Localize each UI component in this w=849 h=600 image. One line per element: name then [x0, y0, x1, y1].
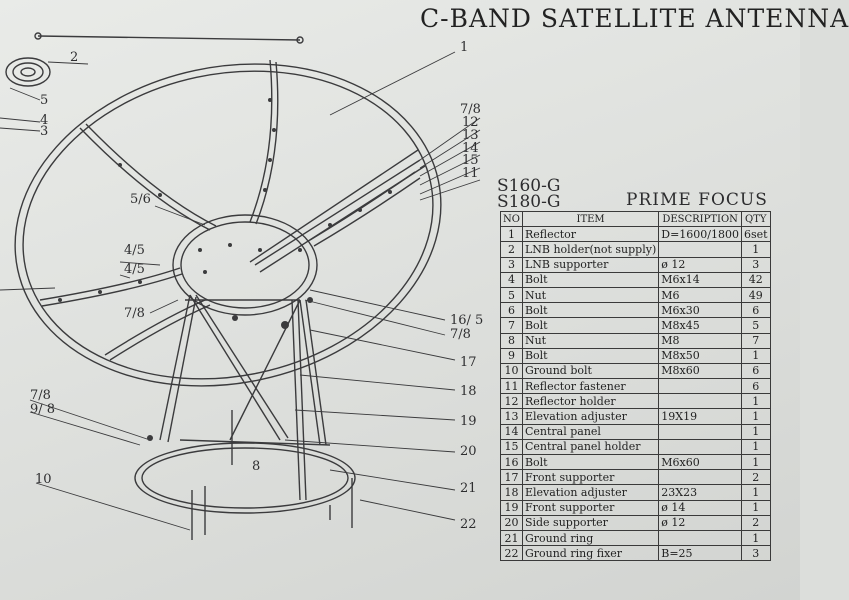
table-cell-no: 17	[501, 470, 523, 485]
table-cell-item: Bolt	[522, 272, 658, 287]
table-cell-qty: 6	[741, 363, 770, 378]
column-header-description: DESCRIPTION	[659, 212, 742, 227]
table-cell-item: Bolt	[522, 318, 658, 333]
table-cell-description	[659, 439, 742, 454]
table-cell-qty: 1	[741, 242, 770, 257]
table-row	[501, 530, 771, 545]
parts-list-table	[500, 211, 771, 561]
model-name: S160-G	[497, 176, 561, 196]
table-cell-qty: 1	[741, 424, 770, 439]
table-cell-qty: 2	[741, 470, 770, 485]
callout-label: 22	[460, 517, 477, 532]
table-cell-qty: 7	[741, 333, 770, 348]
table-cell-qty: 1	[741, 485, 770, 500]
reflector-rim	[0, 26, 471, 424]
table-cell-description: 23X23	[659, 485, 742, 500]
callout-label: 2	[70, 50, 79, 65]
callout-label: 3	[40, 124, 49, 139]
table-cell-no: 16	[501, 455, 523, 470]
table-cell-no: 7	[501, 318, 523, 333]
table-cell-description	[659, 424, 742, 439]
table-cell-no: 19	[501, 500, 523, 515]
table-cell-no: 9	[501, 348, 523, 363]
column-header-qty: QTY	[741, 212, 770, 227]
table-cell-description: M8x45	[659, 318, 742, 333]
table-cell-description	[659, 470, 742, 485]
table-cell-no: 14	[501, 424, 523, 439]
callout-label: 4/5	[124, 243, 145, 258]
callout-label: 9/ 8	[30, 402, 56, 417]
support-frame	[160, 295, 330, 500]
table-cell-description: ø 12	[659, 257, 742, 272]
table-row	[501, 455, 771, 470]
callout-label: 19	[460, 414, 477, 429]
callout-label: 20	[460, 444, 477, 459]
table-cell-no: 20	[501, 515, 523, 530]
table-cell-qty: 1	[741, 500, 770, 515]
table-cell-item: Reflector	[522, 227, 658, 242]
table-row	[501, 515, 771, 530]
table-cell-item: Front supporter	[522, 500, 658, 515]
table-cell-qty: 3	[741, 546, 770, 561]
column-header-no: NO	[501, 212, 523, 227]
table-cell-description: ø 12	[659, 515, 742, 530]
ground-bolts	[192, 410, 352, 540]
table-cell-qty: 6	[741, 303, 770, 318]
table-cell-qty: 6	[741, 379, 770, 394]
table-cell-description: M6x14	[659, 272, 742, 287]
lnb-holder-drawing	[6, 58, 50, 86]
table-cell-qty: 1	[741, 455, 770, 470]
table-row	[501, 546, 771, 561]
table-cell-item: Bolt	[522, 455, 658, 470]
callout-label: 4	[40, 113, 49, 128]
table-row	[501, 348, 771, 363]
table-cell-no: 6	[501, 303, 523, 318]
table-row	[501, 257, 771, 272]
reflector-ribs	[40, 60, 420, 360]
table-cell-qty: 1	[741, 530, 770, 545]
table-cell-qty: 1	[741, 394, 770, 409]
callout-label: 10	[35, 472, 52, 487]
column-header-item: ITEM	[522, 212, 658, 227]
table-cell-item: Central panel holder	[522, 439, 658, 454]
table-cell-no: 3	[501, 257, 523, 272]
callout-label: 12	[462, 115, 479, 130]
page-title: C-BAND SATELLITE ANTENNA	[420, 4, 849, 33]
table-header-row	[501, 212, 771, 227]
table-cell-item: Central panel	[522, 424, 658, 439]
table-cell-item: Nut	[522, 287, 658, 302]
ground-ring	[135, 443, 355, 513]
table-cell-no: 10	[501, 363, 523, 378]
table-cell-no: 4	[501, 272, 523, 287]
table-cell-item: Side supporter	[522, 515, 658, 530]
table-cell-qty: 6set	[741, 227, 770, 242]
table-row	[501, 242, 771, 257]
table-cell-no: 18	[501, 485, 523, 500]
table-cell-item: Ground ring	[522, 530, 658, 545]
table-row	[501, 409, 771, 424]
table-row	[501, 227, 771, 242]
table-cell-qty: 1	[741, 409, 770, 424]
table-cell-description: M6x60	[659, 455, 742, 470]
table-cell-qty: 5	[741, 318, 770, 333]
callout-label: 7/8	[124, 306, 145, 321]
table-cell-description: M6	[659, 287, 742, 302]
table-cell-no: 15	[501, 439, 523, 454]
callout-label: 15	[462, 153, 479, 168]
callout-label: 16/ 5	[450, 313, 484, 328]
table-cell-qty: 1	[741, 348, 770, 363]
table-cell-no: 5	[501, 287, 523, 302]
table-row	[501, 470, 771, 485]
callout-label: 5	[40, 93, 49, 108]
callout-label: 21	[460, 481, 477, 496]
table-row	[501, 424, 771, 439]
table-cell-qty: 42	[741, 272, 770, 287]
table-cell-no: 1	[501, 227, 523, 242]
table-cell-qty: 1	[741, 439, 770, 454]
table-cell-item: LNB holder(not supply)	[522, 242, 658, 257]
table-row	[501, 439, 771, 454]
table-row	[501, 333, 771, 348]
callout-label: 4/5	[124, 262, 145, 277]
table-cell-item: LNB supporter	[522, 257, 658, 272]
table-cell-no: 2	[501, 242, 523, 257]
table-cell-qty: 2	[741, 515, 770, 530]
table-row	[501, 287, 771, 302]
table-cell-no: 21	[501, 530, 523, 545]
table-cell-description: M8	[659, 333, 742, 348]
table-cell-item: Bolt	[522, 348, 658, 363]
callout-label: 7/8	[450, 327, 471, 342]
table-cell-description	[659, 394, 742, 409]
table-row	[501, 500, 771, 515]
table-row	[501, 379, 771, 394]
page-subtitle: PRIME FOCUS	[626, 190, 768, 210]
lnb-supporter-rod	[38, 36, 300, 40]
callout-label: 11	[462, 166, 479, 181]
table-cell-description: M6x30	[659, 303, 742, 318]
table-row	[501, 394, 771, 409]
leader-lines	[0, 52, 480, 530]
table-cell-description	[659, 530, 742, 545]
parts-list-body	[501, 227, 771, 561]
table-cell-item: Nut	[522, 333, 658, 348]
table-row	[501, 272, 771, 287]
table-cell-item: Front supporter	[522, 470, 658, 485]
table-cell-description: M8x50	[659, 348, 742, 363]
callout-label: 8	[252, 459, 261, 474]
table-cell-item: Bolt	[522, 303, 658, 318]
table-cell-description: M8x60	[659, 363, 742, 378]
callout-label: 18	[460, 384, 477, 399]
callout-label: 14	[462, 141, 479, 156]
fastener-dots	[58, 98, 392, 441]
table-row	[501, 363, 771, 378]
table-cell-no: 22	[501, 546, 523, 561]
model-name: S180-G	[497, 192, 561, 212]
table-cell-no: 12	[501, 394, 523, 409]
table-cell-no: 8	[501, 333, 523, 348]
table-cell-qty: 3	[741, 257, 770, 272]
table-cell-no: 13	[501, 409, 523, 424]
table-cell-description: 19X19	[659, 409, 742, 424]
table-cell-item: Elevation adjuster	[522, 409, 658, 424]
table-cell-qty: 49	[741, 287, 770, 302]
callout-label: 13	[462, 128, 479, 143]
table-cell-item: Elevation adjuster	[522, 485, 658, 500]
table-cell-description	[659, 242, 742, 257]
callout-label: 7/8	[30, 388, 51, 403]
table-cell-item: Ground ring fixer	[522, 546, 658, 561]
table-cell-description: D=1600/1800	[659, 227, 742, 242]
table-cell-description: ø 14	[659, 500, 742, 515]
callout-label: 7/8	[460, 102, 481, 117]
table-cell-description: B=25	[659, 546, 742, 561]
elevation-adjuster-rods	[250, 150, 425, 272]
table-cell-item: Ground bolt	[522, 363, 658, 378]
table-row	[501, 303, 771, 318]
table-cell-item: Reflector holder	[522, 394, 658, 409]
table-row	[501, 485, 771, 500]
callout-label: 5/6	[130, 192, 151, 207]
table-cell-description	[659, 379, 742, 394]
table-cell-no: 11	[501, 379, 523, 394]
callout-label: 1	[460, 40, 469, 55]
table-row	[501, 318, 771, 333]
callout-label: 17	[460, 355, 477, 370]
table-cell-item: Reflector fastener	[522, 379, 658, 394]
